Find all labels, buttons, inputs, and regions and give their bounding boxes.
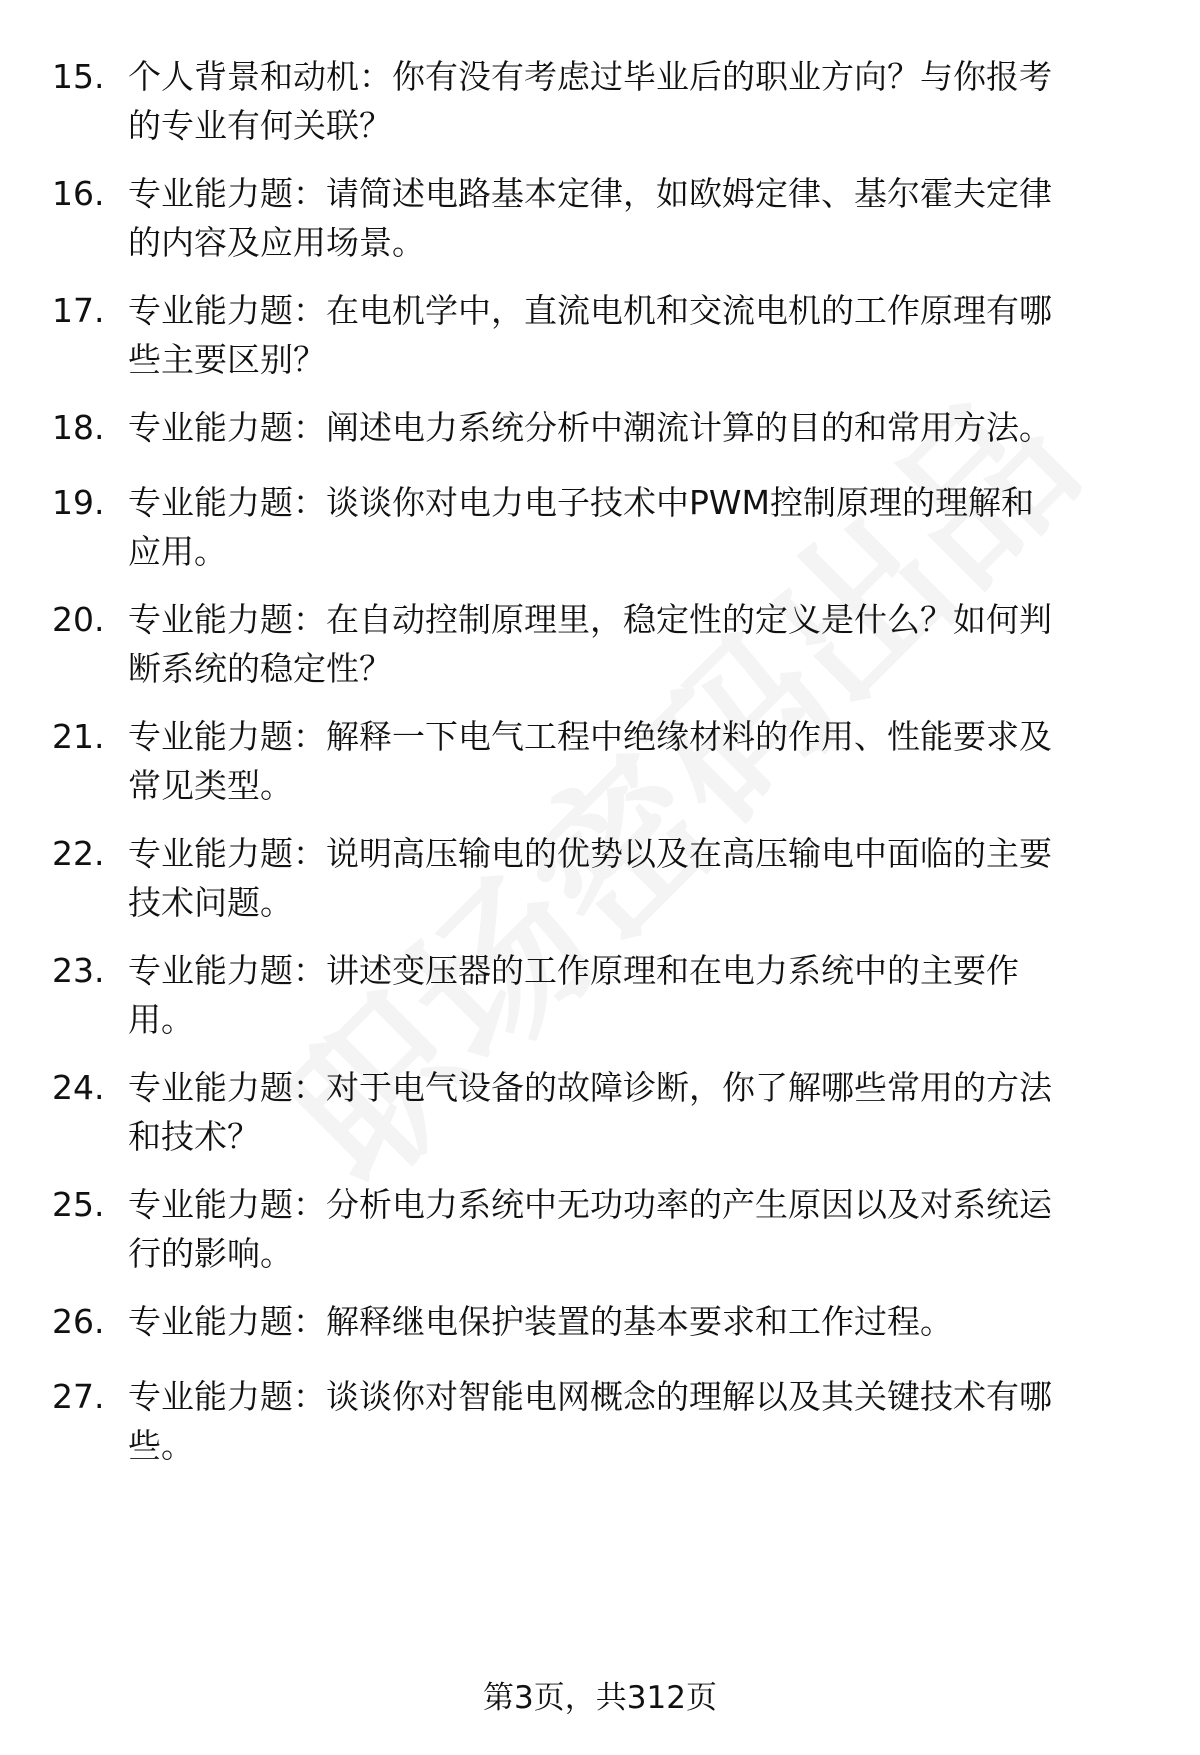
item-text-line: 断系统的稳定性？ bbox=[128, 649, 392, 688]
item-text bbox=[128, 1372, 1138, 1470]
item-text bbox=[128, 595, 1138, 693]
item-text-line: 常见类型。 bbox=[128, 766, 293, 805]
item-number: 19. bbox=[52, 483, 105, 522]
item-text-line: 些。 bbox=[128, 1426, 194, 1465]
item-text bbox=[128, 403, 1138, 452]
item-text-line: 专业能力题：在自动控制原理里，稳定性的定义是什么？如何判 bbox=[128, 600, 1052, 639]
item-text-line: 用。 bbox=[128, 1000, 194, 1039]
item-text bbox=[128, 478, 1138, 576]
item-number: 17. bbox=[52, 291, 105, 330]
item-text bbox=[128, 169, 1138, 267]
item-number: 26. bbox=[52, 1302, 105, 1341]
item-number: 24. bbox=[52, 1068, 105, 1107]
item-text-line: 专业能力题：阐述电力系统分析中潮流计算的目的和常用方法。 bbox=[128, 408, 1052, 447]
item-text-line: 些主要区别？ bbox=[128, 340, 326, 379]
item-text bbox=[128, 946, 1138, 1044]
item-number: 18. bbox=[52, 408, 105, 447]
item-text-line: 专业能力题：在电机学中，直流电机和交流电机的工作原理有哪 bbox=[128, 291, 1052, 330]
item-text-line: 专业能力题：对于电气设备的故障诊断，你了解哪些常用的方法 bbox=[128, 1068, 1052, 1107]
item-number: 20. bbox=[52, 600, 105, 639]
item-text bbox=[128, 829, 1138, 927]
item-text-line: 和技术？ bbox=[128, 1117, 260, 1156]
item-text-line: 专业能力题：请简述电路基本定律，如欧姆定律、基尔霍夫定律 bbox=[128, 174, 1052, 213]
item-text-line: 的专业有何关联？ bbox=[128, 106, 392, 145]
item-number: 23. bbox=[52, 951, 105, 990]
item-number: 16. bbox=[52, 174, 105, 213]
item-text-line: 应用。 bbox=[128, 532, 227, 571]
item-number: 15. bbox=[52, 57, 105, 96]
item-text bbox=[128, 286, 1138, 384]
item-text-line: 行的影响。 bbox=[128, 1234, 293, 1273]
item-text bbox=[128, 1063, 1138, 1161]
item-text-line: 技术问题。 bbox=[128, 883, 293, 922]
item-text bbox=[128, 1180, 1138, 1278]
item-number: 22. bbox=[52, 834, 105, 873]
item-text-line: 专业能力题：讲述变压器的工作原理和在电力系统中的主要作 bbox=[128, 951, 1019, 990]
item-text-line: 个人背景和动机：你有没有考虑过毕业后的职业方向？与你报考 bbox=[128, 57, 1052, 96]
item-text bbox=[128, 712, 1138, 810]
item-number: 21. bbox=[52, 717, 105, 756]
item-text-line: 专业能力题：分析电力系统中无功功率的产生原因以及对系统运 bbox=[128, 1185, 1052, 1224]
item-text-line: 专业能力题：谈谈你对电力电子技术中PWM控制原理的理解和 bbox=[128, 483, 1035, 522]
item-text bbox=[128, 52, 1138, 150]
item-number: 27. bbox=[52, 1377, 105, 1416]
item-text-line: 专业能力题：说明高压输电的优势以及在高压输电中面临的主要 bbox=[128, 834, 1052, 873]
item-text-line: 专业能力题：谈谈你对智能电网概念的理解以及其关键技术有哪 bbox=[128, 1377, 1052, 1416]
item-text-line: 专业能力题：解释一下电气工程中绝缘材料的作用、性能要求及 bbox=[128, 717, 1052, 756]
page-number: 第3页，共312页 bbox=[483, 1680, 717, 1716]
item-text bbox=[128, 1297, 1138, 1346]
item-text-line: 专业能力题：解释继电保护装置的基本要求和工作过程。 bbox=[128, 1302, 953, 1341]
item-number: 25. bbox=[52, 1185, 105, 1224]
item-text-line: 的内容及应用场景。 bbox=[128, 223, 425, 262]
